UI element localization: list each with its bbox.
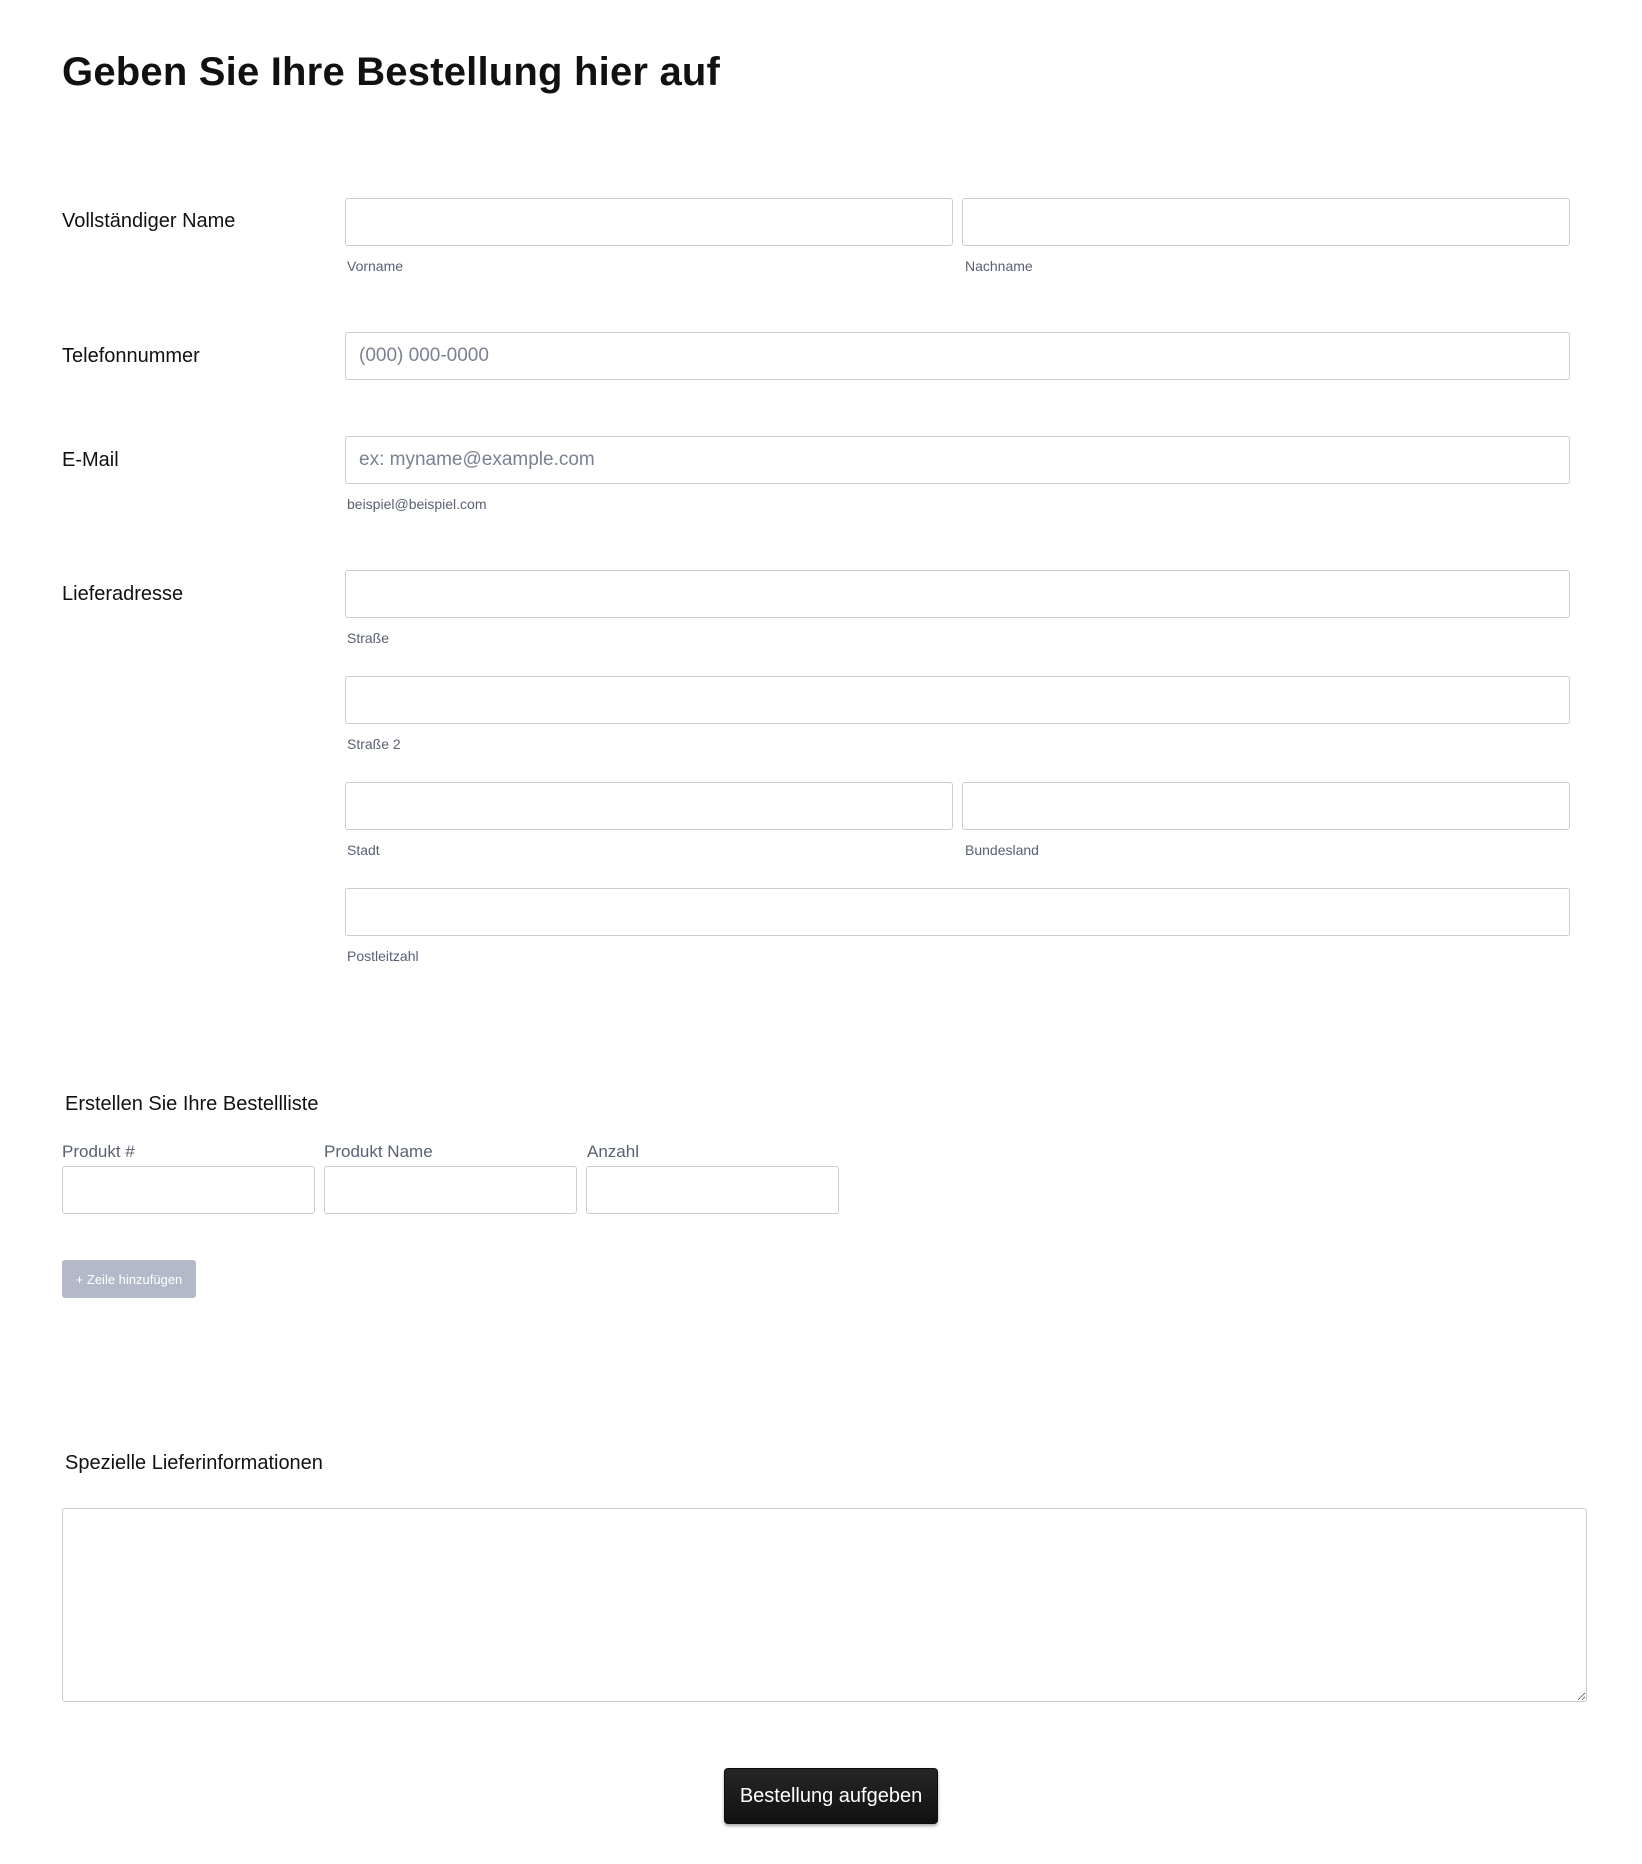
street2-sublabel: Straße 2 bbox=[347, 736, 401, 752]
state-sublabel: Bundesland bbox=[965, 842, 1039, 858]
city-input[interactable] bbox=[345, 782, 953, 830]
phone-label: Telefonnummer bbox=[62, 345, 200, 367]
email-input[interactable] bbox=[345, 436, 1570, 484]
first-name-input[interactable] bbox=[345, 198, 953, 246]
page-title: Geben Sie Ihre Bestellung hier auf bbox=[62, 50, 721, 94]
street-input[interactable] bbox=[345, 570, 1570, 618]
state-input[interactable] bbox=[962, 782, 1570, 830]
last-name-input[interactable] bbox=[962, 198, 1570, 246]
street-sublabel: Straße bbox=[347, 630, 390, 646]
full-name-label: Vollständiger Name bbox=[62, 210, 236, 232]
email-label: E-Mail bbox=[62, 449, 119, 471]
special-info-textarea[interactable] bbox=[62, 1508, 1587, 1702]
product-number-input[interactable] bbox=[62, 1166, 315, 1214]
first-name-sublabel: Vorname bbox=[347, 258, 404, 274]
column-header-product-number: Produkt # bbox=[62, 1142, 135, 1161]
product-name-input[interactable] bbox=[324, 1166, 577, 1214]
zip-sublabel: Postleitzahl bbox=[347, 948, 419, 964]
zip-input[interactable] bbox=[345, 888, 1570, 936]
special-info-label: Spezielle Lieferinformationen bbox=[65, 1452, 323, 1474]
submit-order-button[interactable]: Bestellung aufgeben bbox=[724, 1768, 938, 1824]
column-header-quantity: Anzahl bbox=[587, 1142, 639, 1161]
quantity-input[interactable] bbox=[586, 1166, 839, 1214]
last-name-sublabel: Nachname bbox=[965, 258, 1033, 274]
email-sublabel: beispiel@beispiel.com bbox=[347, 496, 487, 512]
column-header-product-name: Produkt Name bbox=[324, 1142, 433, 1161]
address-label: Lieferadresse bbox=[62, 583, 184, 605]
add-row-button[interactable]: + Zeile hinzufügen bbox=[62, 1260, 196, 1298]
street2-input[interactable] bbox=[345, 676, 1570, 724]
phone-input[interactable] bbox=[345, 332, 1570, 380]
city-sublabel: Stadt bbox=[347, 842, 380, 858]
order-list-title: Erstellen Sie Ihre Bestellliste bbox=[65, 1093, 319, 1115]
